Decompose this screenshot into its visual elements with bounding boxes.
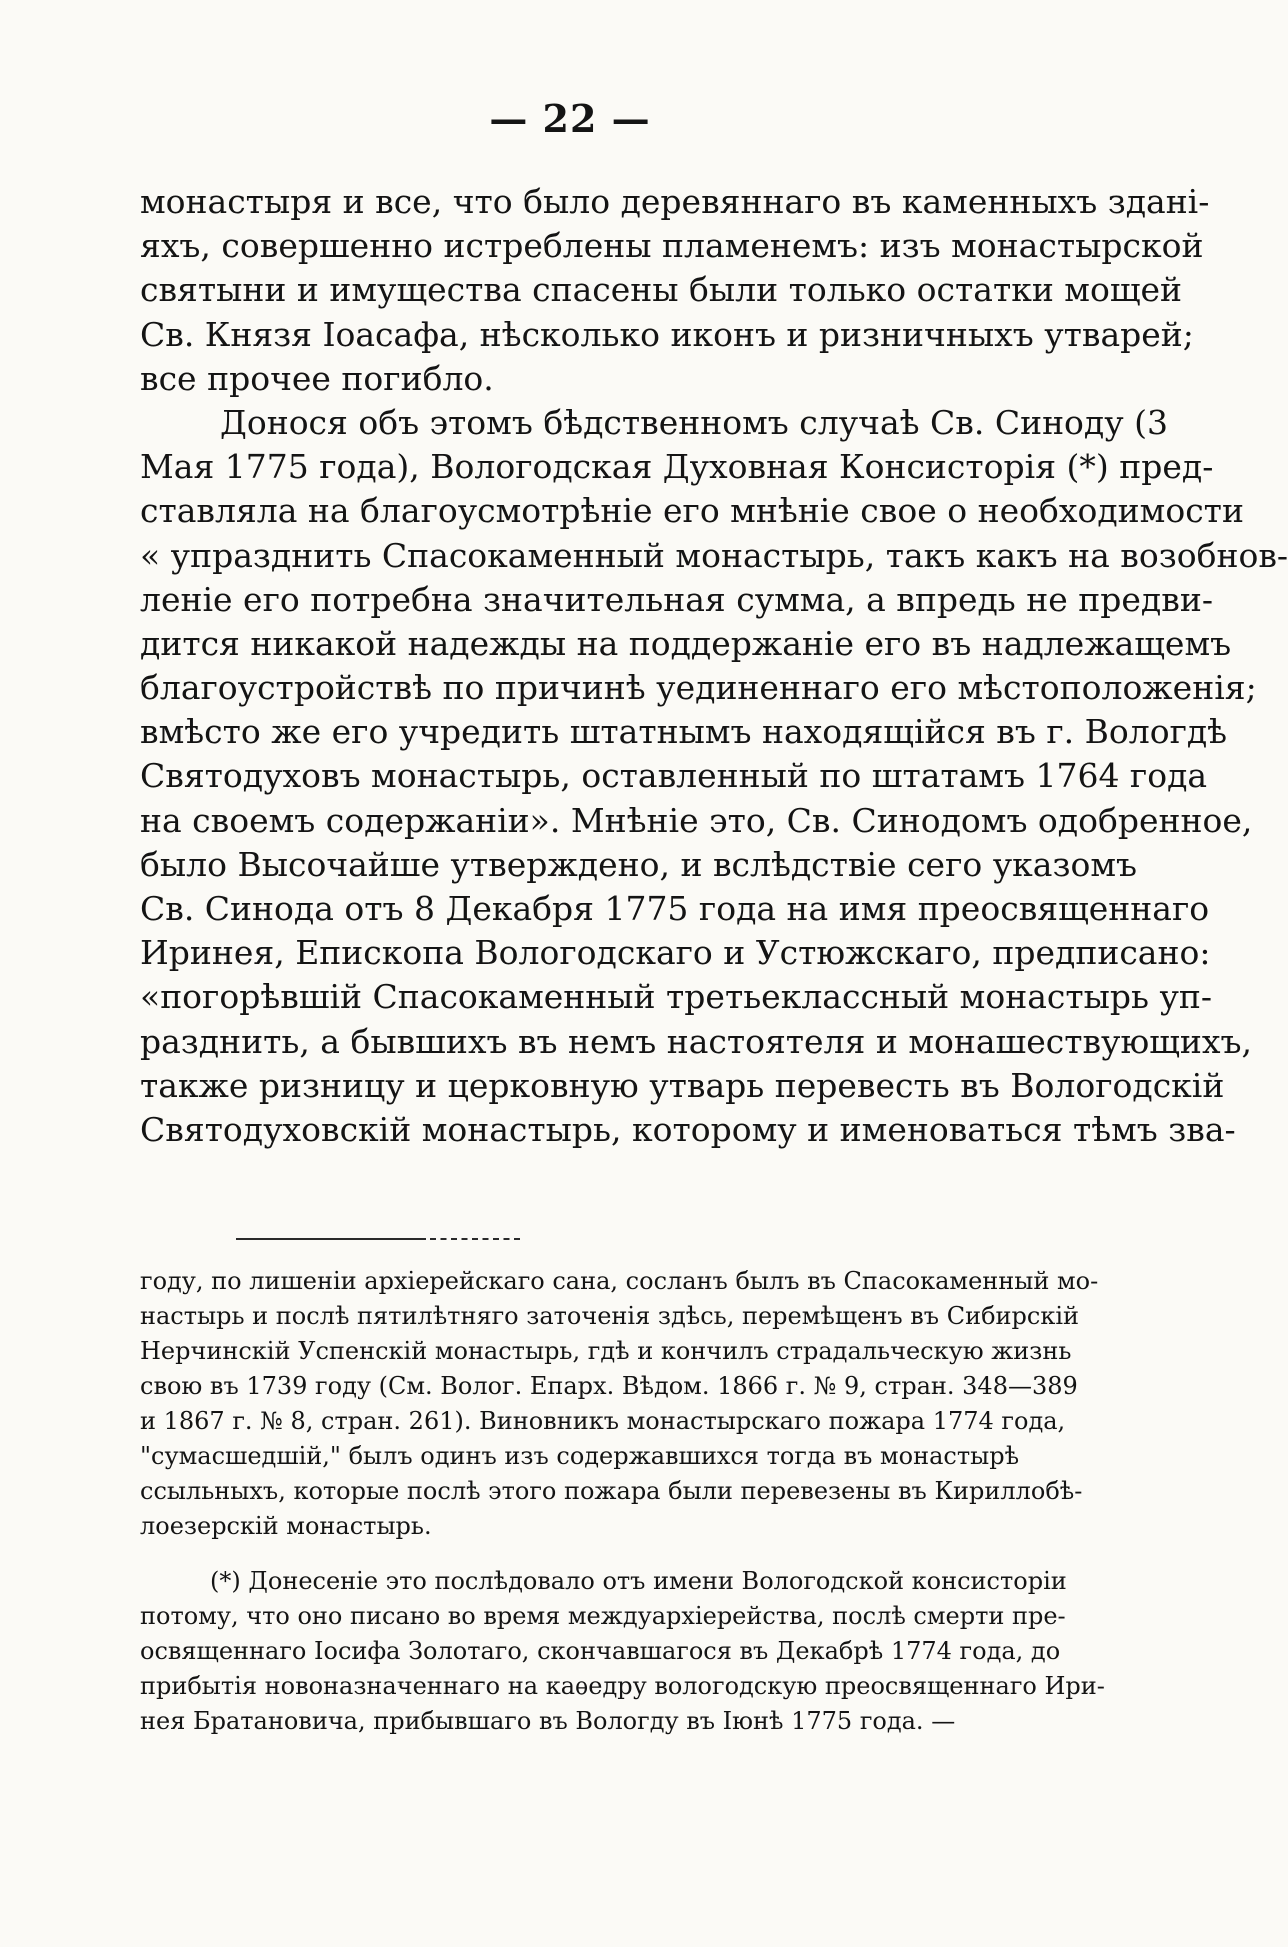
text-line: « упразднить Спасокаменный монастырь, такъ какъ на возобнов- [140, 535, 1288, 575]
footnote-separator [236, 1238, 426, 1240]
footnote-line: прибытія новоназначеннаго на каѳедру вологодскую преосвященнаго Ири- [140, 1672, 1105, 1700]
text-line: Мая 1775 года), Вологодская Духовная Консисторія (*) пред- [140, 447, 1214, 487]
footnote-line: "сумасшедшій," былъ одинъ изъ содержавшихся тогда въ монастырѣ [140, 1442, 1020, 1470]
text-line: благоустройствѣ по причинѣ уединеннаго его мѣстоположенія; [140, 668, 1257, 708]
footnote-line: ссыльныхъ, которые послѣ этого пожара были перевезены въ Кириллобѣ- [140, 1477, 1083, 1505]
text-line: вмѣсто же его учредить штатнымъ находящійся въ г. Вологдѣ [140, 712, 1228, 752]
footnote-line: нея Братановича, прибывшаго въ Вологду въ Іюнѣ 1775 года. — [140, 1707, 956, 1735]
text-line: Святодуховскій монастырь, которому и именоваться тѣмъ зва- [140, 1109, 1236, 1149]
text-line: святыни и имущества спасены были только остатки мощей [140, 270, 1183, 310]
text-line: Св. Синода отъ 8 Декабря 1775 года на имя преосвященнаго [140, 889, 1210, 928]
text-line: Св. Князя Іоасафа, нѣсколько иконъ и ризничныхъ утварей; [140, 314, 1194, 354]
footnote-line: свою въ 1739 году (См. Волог. Епарх. Вѣдом. 1866 г. № 9, стран. 348—389 [140, 1372, 1078, 1400]
text-line: на своемъ содержаніи». Мнѣніе это, Св. Синодомъ одобренное, [140, 800, 1253, 840]
text-line: Донося объ этомъ бѣдственномъ случаѣ Св. Синоду (3 [220, 402, 1169, 442]
text-line: леніе его потребна значительная сумма, а впредь не предви- [140, 579, 1213, 619]
text-line: было Высочайше утверждено, и вслѣдствіе сего указомъ [140, 844, 1137, 884]
text-line: также ризницу и церковную утварь перевесть въ Вологодскій [140, 1065, 1225, 1105]
footnote-separator-dashed [430, 1238, 520, 1240]
text-line: дится никакой надежды на поддержаніе его въ надлежащемъ [140, 623, 1232, 663]
footnote-line: освященнаго Іосифа Золотаго, скончавшагося въ Декабрѣ 1774 года, до [140, 1637, 1061, 1665]
footnote-gap [140, 1544, 1015, 1564]
footnote-line: потому, что оно писано во время междуархіерейства, послѣ смерти пре- [140, 1602, 1066, 1630]
footnote-line: и 1867 г. № 8, стран. 261). Виновникъ монастырскаго пожара 1774 года, [140, 1407, 1066, 1435]
text-line: Святодуховъ монастырь, оставленный по штатамъ 1764 года [140, 756, 1208, 796]
text-line: ставляла на благоусмотрѣніе его мнѣніе свое о необходимости [140, 491, 1244, 531]
text-line: Иринея, Епископа Вологодскаго и Устюжскаго, предписано: [140, 933, 1211, 973]
footnote-line: лоезерскій монастырь. [140, 1512, 432, 1540]
footnote-line: году, по лишеніи архіерейскаго сана, сосланъ былъ въ Спасокаменный мо- [140, 1267, 1099, 1295]
footnote-line: Нерчинскій Успенскій монастырь, гдѣ и кончилъ страдальческую жизнь [140, 1337, 1072, 1365]
text-line: «погорѣвшій Спасокаменный третьеклассный монастырь уп- [140, 977, 1213, 1017]
text-line: разднить, а бывшихъ въ немъ настоятеля и монашествующихъ, [140, 1021, 1252, 1061]
text-line: все прочее погибло. [140, 358, 494, 398]
footnote-line: (*) Донесеніе это послѣдовало отъ имени Вологодской консисторіи [210, 1567, 1067, 1595]
footnote-line: настырь и послѣ пятилѣтняго заточенія здѣсь, перемѣщенъ въ Сибирскій [140, 1302, 1079, 1330]
text-line: монастыря и все, что было деревяннаго въ каменныхъ здані- [140, 182, 1210, 221]
main-text [140, 180, 1288, 1152]
footnotes [140, 1264, 1105, 1739]
text-line: яхъ, совершенно истреблены пламенемъ: изъ монастырской [140, 226, 1204, 266]
page-number: — 22 — [489, 96, 651, 141]
